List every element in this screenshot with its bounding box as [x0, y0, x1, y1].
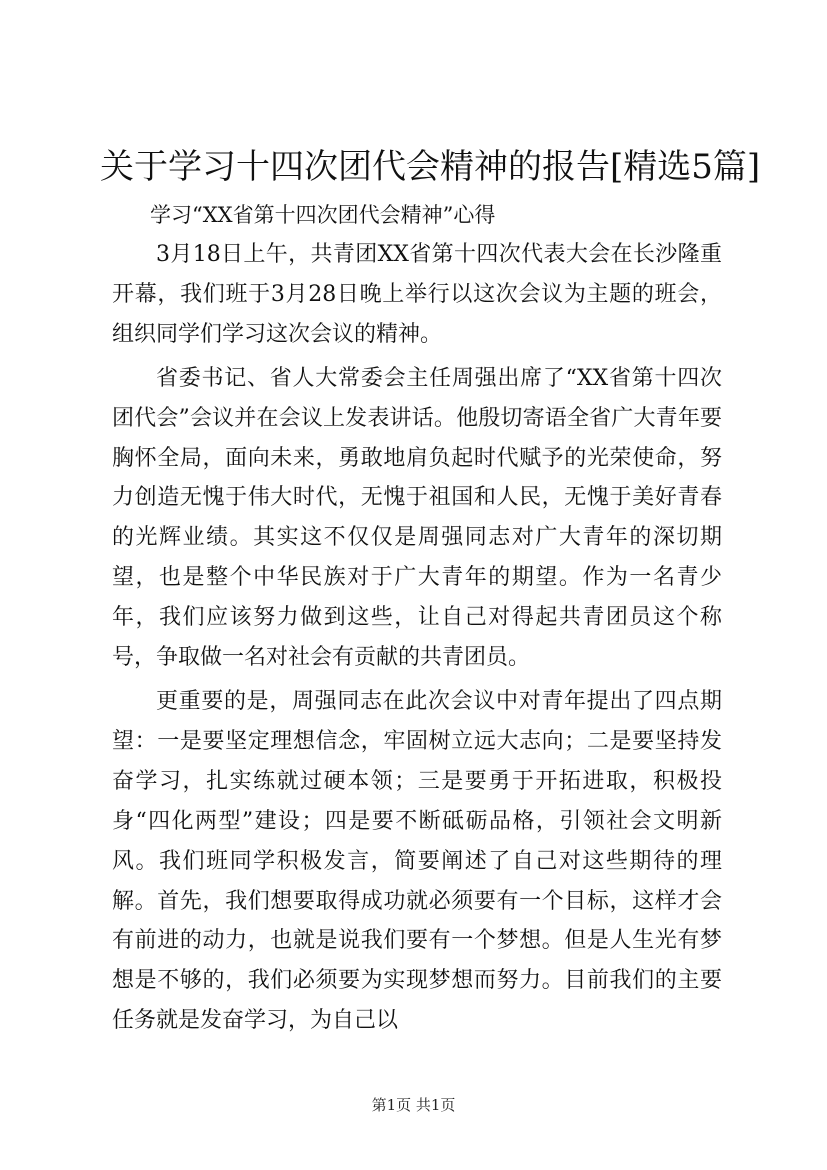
document-body [112, 235, 722, 1041]
paragraph-1: 3月18日上午，共青团XX省第十四次代表大会在长沙隆重开幕，我们班于3月28日晚上举行以这次会议为主题的班会，组织同学们学习这次会议的精神。 [112, 242, 722, 347]
document-title: 关于学习十四次团代会精神的报告[精选5篇] [100, 147, 761, 187]
paragraph-3: 更重要的是，周强同志在此次会议中对青年提出了四点期望：一是要坚定理想信念，牢固树立远大志向；二是要坚持发奋学习，扎实练就过硬本领；三是要勇于开拓进取，积极投身“四化两型”建设；四是要不断砥砺品格，引领社会文明新风。我们班同学积极发言，简要阐述了自己对这些期待的理解。首先，我们想要取得成功就必须要有一个目标，这样才会有前进的动力，也就是说我们要有一个梦想。但是人生光有梦想是不够的，我们必须要为实现梦想而努力。目前我们的主要任务就是发奋学习，为自己以 [112, 688, 722, 1034]
page-footer: 第1页 共1页 [371, 1096, 456, 1114]
paragraph-2: 省委书记、省人大常委会主任周强出席了“XX省第十四次团代会”会议并在会议上发表讲话。他殷切寄语全省广大青年要胸怀全局，面向未来，勇敢地肩负起时代赋予的光荣使命，努力创造无愧于伟大时代，无愧于祖国和人民，无愧于美好青春的光辉业绩。其实这不仅仅是周强同志对广大青年的深切期望，也是整个中华民族对于广大青年的期望。作为一名青少年，我们应该努力做到这些，让自己对得起共青团员这个称号，争取做一名对社会有贡献的共青团员。 [112, 365, 722, 671]
document-subtitle: 学习“XX省第十四次团代会精神”心得 [150, 203, 496, 227]
